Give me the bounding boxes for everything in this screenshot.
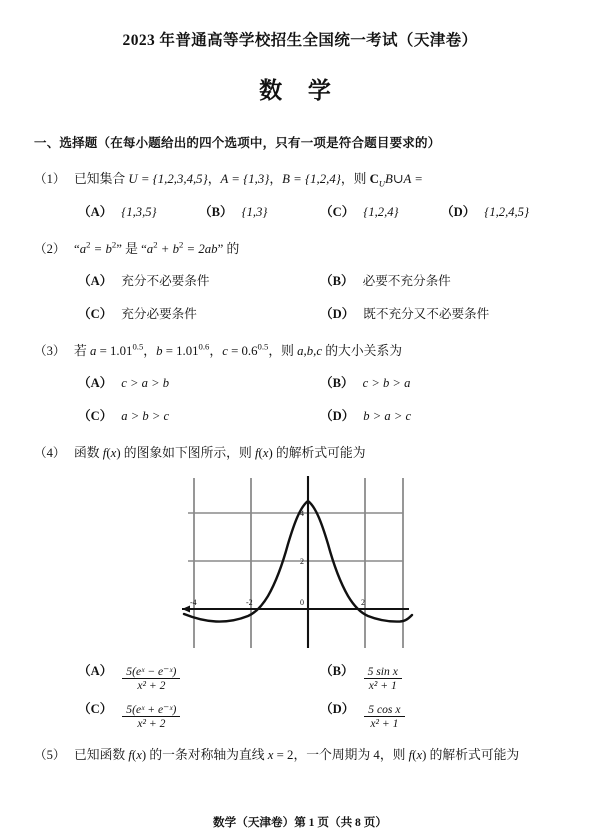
- option-tag: （B）: [320, 664, 354, 679]
- question-1-option-a[interactable]: [78, 203, 199, 221]
- option-text: c > a > b: [121, 376, 170, 391]
- question-2-option-c[interactable]: [78, 305, 320, 323]
- option-tag: （C）: [320, 204, 355, 219]
- page-footer: 数学（天津卷）第 1 页（共 8 页）: [213, 816, 387, 829]
- question-2-text: “$a^2 = b^2$” 是 “$a^2 + b^2 = 2ab$” 的: [74, 239, 240, 256]
- option-text: {1,3,5}: [121, 204, 157, 219]
- option-text: 充分必要条件: [121, 306, 197, 321]
- x-axis-arrow-left: [182, 606, 190, 613]
- y-tick-label-4: 4: [299, 509, 304, 519]
- option-tag: （A）: [78, 376, 113, 391]
- q1-set-a: A = {1,3}: [220, 172, 270, 186]
- section-heading: 一、选择题（在每小题给出的四个选项中，只有一项是符合题目要求的）: [34, 136, 441, 150]
- question-2-options: [34, 272, 562, 323]
- question-4-option-c[interactable]: [78, 700, 320, 730]
- fraction-numerator: 5(eˣ + e⁻ˣ): [126, 703, 177, 717]
- question-4-option-row-1: [78, 662, 562, 692]
- fraction-numerator: 5 cos x: [368, 703, 401, 717]
- question-5-text: 已知函数 f(x) 的一条对称轴为直线 x = 2，一个周期为 4，则 f(x) 的解析式可能为: [74, 748, 520, 763]
- option-fraction: [122, 703, 180, 730]
- x-tick-label-pos2: 2: [360, 598, 365, 608]
- question-1-number: （1）: [34, 172, 66, 186]
- q1-set-b: B = {1,2,4}: [282, 172, 341, 186]
- question-1-option-c[interactable]: [320, 203, 441, 221]
- question-3-options: [34, 374, 562, 425]
- question-4-stem: [34, 444, 562, 463]
- question-5: [34, 746, 562, 765]
- question-1-option-row: [78, 203, 562, 221]
- question-1-option-d[interactable]: [441, 203, 562, 221]
- option-tag: （A）: [78, 274, 113, 289]
- page-title: 2023 年普通高等学校招生全国统一考试（天津卷）: [122, 32, 478, 49]
- x-tick-label-neg4: -4: [189, 598, 197, 608]
- q1-tail: 则: [353, 172, 367, 186]
- question-4-option-b[interactable]: [320, 662, 562, 692]
- option-tag: （D）: [320, 702, 355, 717]
- question-3-option-b[interactable]: [320, 374, 562, 392]
- fraction-numerator: 5(eˣ − e⁻ˣ): [126, 665, 177, 679]
- question-1-text: 已知集合 U = {1,2,3,4,5}，A = {1,3}，B = {1,2,4}，则 $C_UB\cup A$ =: [74, 172, 423, 189]
- fraction-denominator: x² + 2: [122, 678, 180, 692]
- question-3-stem: [34, 342, 562, 361]
- option-tag: （B）: [199, 204, 233, 219]
- question-3-option-a[interactable]: [78, 374, 320, 392]
- option-text: 既不充分又不必要条件: [363, 306, 490, 321]
- option-fraction: [364, 665, 402, 692]
- question-4-option-row-2: [78, 700, 562, 730]
- option-fraction: [122, 665, 180, 692]
- option-tag: （C）: [78, 306, 113, 321]
- question-4-option-a[interactable]: [78, 662, 320, 692]
- question-1: [34, 170, 562, 221]
- question-2-option-d[interactable]: [320, 305, 562, 323]
- question-3-option-c[interactable]: [78, 407, 320, 425]
- option-tag: （D）: [320, 306, 355, 321]
- option-text: b > a > c: [363, 408, 412, 423]
- subject-title: 数 学: [259, 78, 341, 103]
- x-tick-label-neg2: -2: [245, 598, 253, 608]
- option-tag: （D）: [320, 408, 355, 423]
- question-4-option-d[interactable]: [320, 700, 562, 730]
- option-fraction: [364, 703, 404, 730]
- question-3: [34, 342, 562, 425]
- question-2-option-row-2: [78, 305, 562, 323]
- fraction-numerator: 5 sin x: [367, 665, 398, 679]
- question-3-option-row-1: [78, 374, 562, 392]
- question-3-number: （3）: [34, 343, 66, 358]
- option-text: c > b > a: [362, 376, 411, 391]
- question-5-number: （5）: [34, 748, 66, 763]
- question-1-stem: [34, 170, 562, 189]
- question-2-option-b[interactable]: [320, 272, 562, 290]
- question-4-text: 函数 f(x) 的图象如下图所示，则 f(x) 的解析式可能为: [74, 445, 366, 460]
- option-text: 必要不充分条件: [362, 274, 451, 289]
- function-graph-svg: [176, 470, 421, 650]
- page-content: [34, 133, 562, 765]
- question-4-options: [34, 662, 562, 730]
- question-2: [34, 240, 562, 323]
- question-3-option-d[interactable]: [320, 407, 562, 425]
- question-2-option-row-1: [78, 272, 562, 290]
- option-tag: （B）: [320, 376, 354, 391]
- q1-complement-expr: $C_UB\cup A$ =: [369, 172, 423, 189]
- exam-page: [0, 28, 600, 840]
- question-5-stem: [34, 746, 562, 765]
- fraction-denominator: x² + 2: [122, 716, 180, 730]
- option-tag: （D）: [441, 204, 476, 219]
- option-tag: （A）: [78, 204, 113, 219]
- question-2-option-a[interactable]: [78, 272, 320, 290]
- q1-set-u: U = {1,2,3,4,5}: [128, 172, 208, 186]
- question-4: [34, 444, 562, 730]
- q1-prefix: 已知集合: [74, 172, 126, 186]
- option-text: {1,2,4,5}: [484, 204, 530, 219]
- question-1-options: [34, 203, 562, 221]
- option-tag: （C）: [78, 408, 113, 423]
- option-tag: （A）: [78, 664, 113, 679]
- option-text: {1,2,4}: [363, 204, 399, 219]
- question-4-number: （4）: [34, 445, 66, 460]
- question-2-stem: [34, 240, 562, 259]
- question-2-number: （2）: [34, 241, 66, 256]
- option-text: 充分不必要条件: [121, 274, 210, 289]
- x-tick-label-0: 0: [299, 598, 304, 608]
- question-3-option-row-2: [78, 407, 562, 425]
- question-1-option-b[interactable]: [199, 203, 320, 221]
- option-tag: （B）: [320, 274, 354, 289]
- y-tick-label-2: 2: [299, 557, 304, 567]
- fraction-denominator: x² + 1: [364, 678, 402, 692]
- function-graph-figure: [34, 470, 562, 650]
- option-tag: （C）: [78, 702, 113, 717]
- option-text: {1,3}: [241, 204, 268, 219]
- fraction-denominator: x² + 1: [364, 716, 404, 730]
- question-3-text: 若 $a = 1.01^{0.5}$，$b = 1.01^{0.6}$，$c = 0.6^{0.5}$，则 a,b,c 的大小关系为: [74, 341, 403, 358]
- option-text: a > b > c: [121, 408, 170, 423]
